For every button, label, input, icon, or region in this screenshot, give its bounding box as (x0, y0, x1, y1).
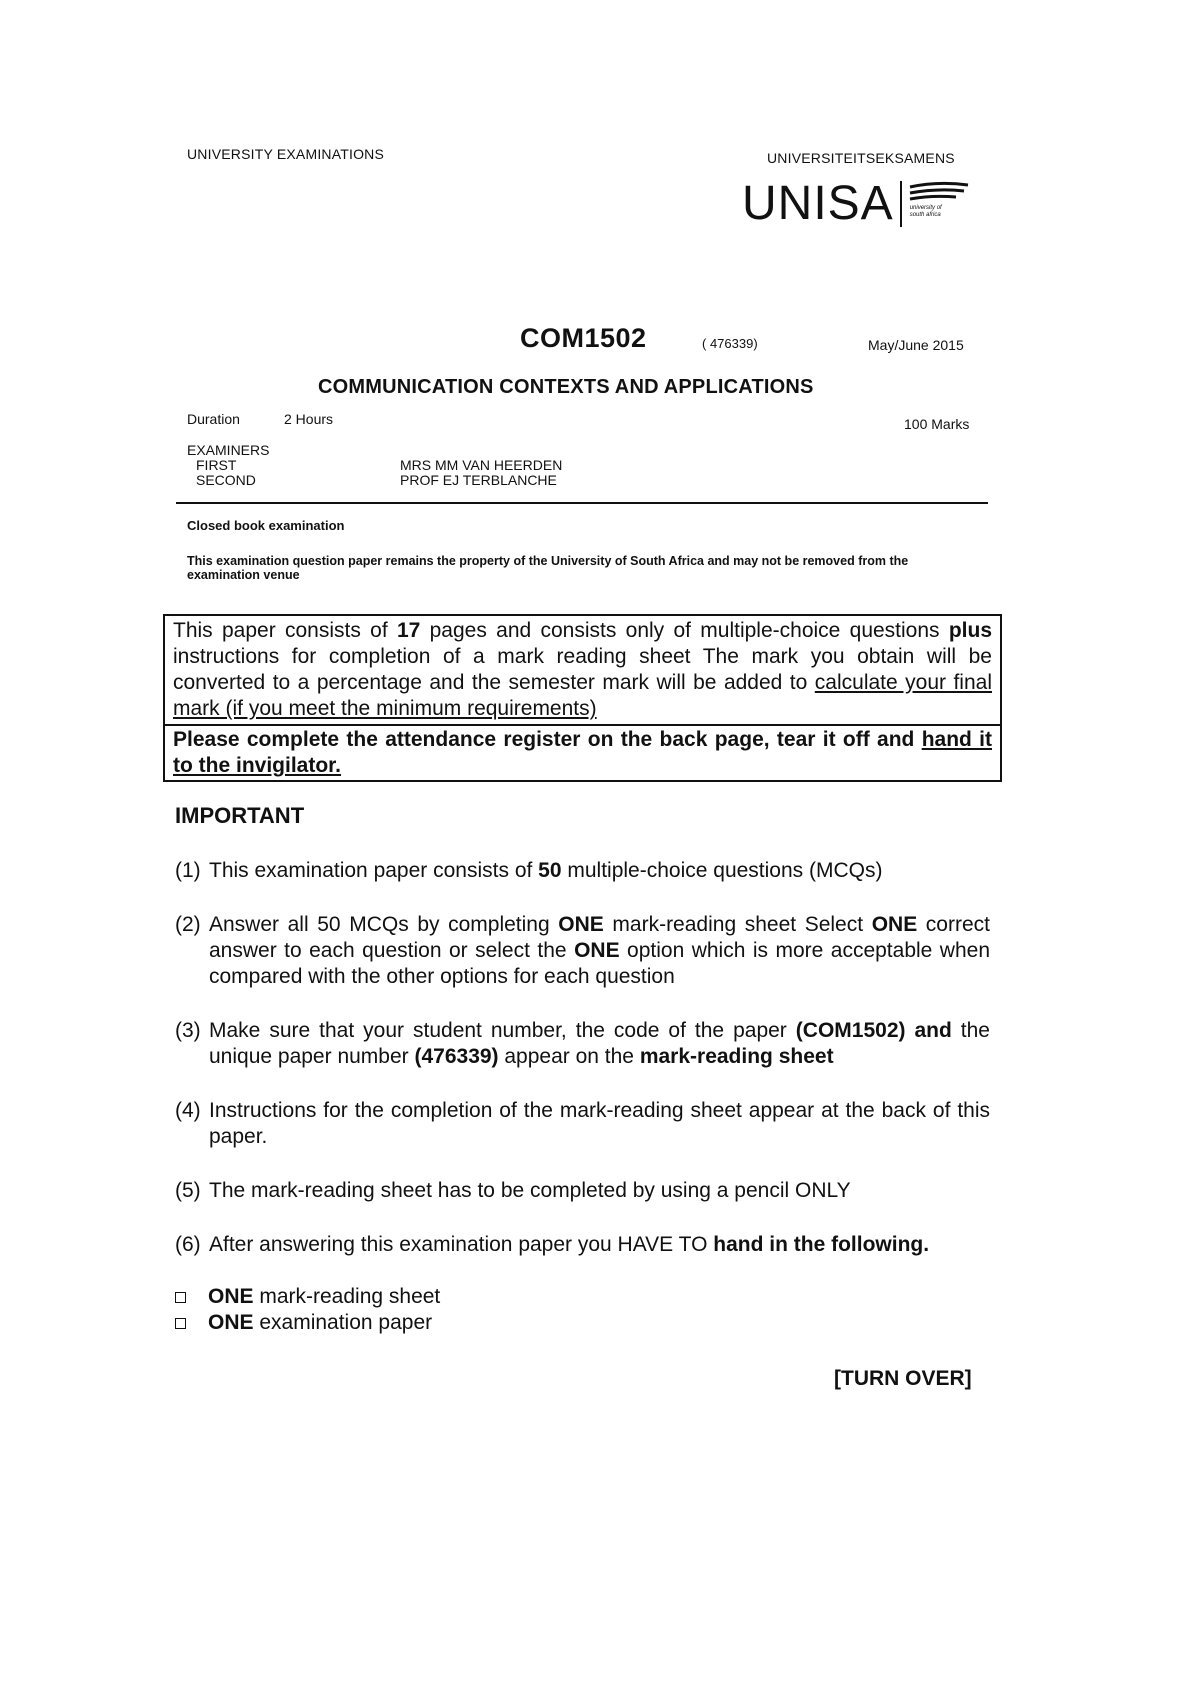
logo-emblem-icon (900, 181, 980, 227)
item-emphasis: mark-reading sheet (639, 1045, 834, 1068)
hand-in-item-1 (175, 1284, 990, 1310)
paper-number: ( 476339) (702, 336, 758, 351)
notice-box (163, 614, 1002, 782)
unisa-logo (742, 177, 980, 230)
first-examiner-label: FIRST (196, 457, 237, 473)
attendance-instruction (165, 726, 1000, 780)
second-examiner-label: SECOND (196, 472, 256, 488)
item-text: Instructions for the completion of the mark-reading sheet appear at the back of this paper. (209, 1099, 990, 1148)
item-number: (4) (175, 1099, 201, 1122)
item-number: (6) (175, 1233, 201, 1256)
logo-text: UNISA (742, 177, 894, 230)
closed-book-note: Closed book examination (187, 518, 345, 533)
item-number: (1) (175, 859, 201, 882)
header-divider (176, 502, 988, 504)
instructions-list (175, 858, 990, 1336)
checkbox-square-icon (175, 1318, 186, 1329)
item-text: multiple-choice questions (MCQs) (561, 859, 883, 882)
total-marks: 100 Marks (904, 416, 970, 432)
property-note: This examination question paper remains the property of the University of South Africa and may not be removed from the examination venue (187, 554, 909, 582)
turn-over-note: [TURN OVER] (834, 1367, 972, 1390)
notice-paragraph (165, 616, 1000, 726)
notice-text: This paper consists of (173, 619, 397, 642)
item-emphasis: ONE (558, 913, 604, 936)
instruction-5 (175, 1178, 990, 1204)
important-heading: IMPORTANT (175, 803, 305, 828)
item-number: (3) (175, 1019, 201, 1042)
item-emphasis: ONE (574, 939, 620, 962)
checkbox-square-icon (175, 1292, 186, 1303)
item-text: This examination paper consists of (209, 859, 539, 882)
item-text: After answering this examination paper you HAVE TO (209, 1233, 714, 1256)
duration-value: 2 Hours (284, 411, 334, 427)
examiners-label: EXAMINERS (187, 442, 270, 458)
instruction-1 (175, 858, 990, 884)
item-text: mark-reading sheet Select (603, 913, 872, 936)
exam-session: May/June 2015 (868, 337, 964, 353)
attendance-text: Please complete the attendance register on the back page, tear it off and (173, 728, 922, 751)
exam-title: COMMUNICATION CONTEXTS AND APPLICATIONS (318, 376, 814, 398)
notice-emphasis: plus (948, 619, 993, 642)
examiners-block (187, 443, 269, 488)
item-text: Answer all 50 MCQs by completing (209, 913, 559, 936)
instruction-2 (175, 912, 990, 990)
item-emphasis: ONE (208, 1311, 254, 1334)
item-text: the unique paper number (209, 1019, 990, 1068)
duration-label: Duration (187, 411, 240, 427)
item-text: correct answer to each question or select the (209, 913, 990, 962)
instruction-3 (175, 1018, 990, 1070)
notice-text: instructions for completion of a mark reading sheet The mark you obtain will be converted to a percentage and the semester mark will be added to (173, 645, 992, 694)
item-emphasis: (COM1502) and (795, 1019, 952, 1042)
header-right: UNIVERSITEITSEKSAMENS (767, 150, 955, 166)
second-examiner-name: PROF EJ TERBLANCHE (400, 472, 557, 488)
item-number: (2) (175, 913, 201, 936)
logo-small-text: university of south africa (909, 205, 942, 218)
item-text: appear on the (498, 1045, 640, 1068)
item-text: examination paper (253, 1311, 433, 1334)
item-emphasis: (476339) (414, 1045, 499, 1068)
item-emphasis: ONE (208, 1285, 254, 1308)
instruction-6 (175, 1232, 990, 1258)
attendance-underlined-text: hand it to the invigilator. (173, 728, 992, 777)
header-left: UNIVERSITY EXAMINATIONS (187, 146, 385, 162)
item-text: The mark-reading sheet has to be completed by using a pencil ONLY (209, 1179, 851, 1202)
item-number: (5) (175, 1179, 201, 1202)
item-text: option which is more acceptable when compared with the other options for each question (209, 939, 991, 988)
item-text: Make sure that your student number, the code of the paper (209, 1019, 796, 1042)
item-emphasis: 50 (538, 859, 562, 882)
item-text: mark-reading sheet (253, 1285, 441, 1308)
notice-text: pages and consists only of multiple-choice questions (420, 619, 949, 642)
notice-underlined-text: calculate your final mark (if you meet the minimum requirements) (173, 671, 992, 720)
hand-in-item-2 (175, 1310, 990, 1336)
instruction-4 (175, 1098, 990, 1150)
item-emphasis: hand in the following. (713, 1233, 930, 1256)
page-count: 17 (396, 619, 421, 642)
first-examiner-name: MRS MM VAN HEERDEN (400, 457, 563, 473)
exam-code: COM1502 (520, 323, 647, 353)
examiner-names (400, 458, 562, 488)
item-emphasis: ONE (871, 913, 918, 936)
